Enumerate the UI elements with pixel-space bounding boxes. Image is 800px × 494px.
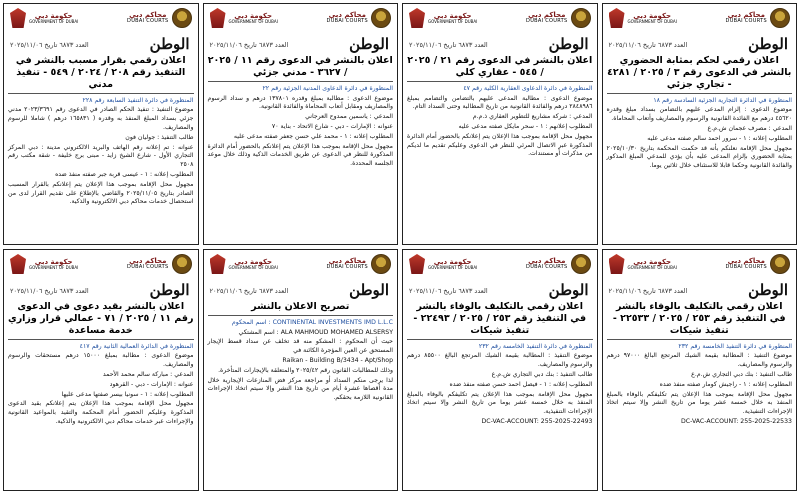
government-logo	[609, 8, 677, 28]
issue-date: العدد ٦٨٧٣ تاريخ ٢٠٢٥/١١/٠٦	[10, 287, 89, 295]
notice-paragraph: المنظورة في دائرة الدعاوى العقارية الكلية رقم ٤٧	[463, 84, 593, 92]
notice-paragraph: وذلك للمطالبات القانون رقم ٢٠٢٥/٤٢ والمتعلقة بالإيجارات المتأخرة.	[218, 366, 393, 374]
notice-paragraph: المنظورة في الدائرة العمالية الثانية رقم ٤١٧	[79, 342, 194, 350]
government-logo	[10, 254, 78, 274]
masthead	[208, 37, 394, 53]
notice-paragraph: المطلوب إعلانه : ١ - فيصل احمد حسن صفته منفذ ضده	[449, 380, 593, 388]
government-ar: حكومة دبي	[433, 11, 472, 20]
notice-body	[407, 85, 593, 159]
dubai-courts-logo	[726, 8, 790, 28]
court-notice-8	[602, 249, 798, 491]
notice-paragraph: مجهول محل الإقامة بموجب هذا الإعلان يتم إعلانكم بالحضور أمام الدائرة المذكورة للنظر في الدعوى عن طريق الخدمات الذكية وذلك خلال موعد الجلسة المحددة.	[207, 142, 393, 168]
dubai-courts-en: DUBAI COURTS	[526, 18, 568, 24]
dubai-courts-crest-icon	[371, 254, 391, 274]
notice-body	[607, 343, 793, 427]
notice-paragraph: موضوع الدعوى : إلزام المدعى عليهم بالتضامن بسداد مبلغ وقدره ٤٥٦٢٠ درهم مع الفائدة القانونية والرسوم والمصاريف وأتعاب المحاماة.	[606, 106, 792, 123]
notice-paragraph: حيث أن المحكوم : المشكو منه قد تخلف عن سداد قسط الإيجار المستحق عن العين المؤجرة الكائنة في	[207, 338, 393, 355]
government-en: GOVERNMENT OF DUBAI	[228, 18, 278, 24]
government-crest-icon	[609, 254, 625, 274]
notice-paragraph: المنظورة في دائرة الدعاوى المدنية الجزئية رقم ٢٢	[262, 84, 393, 92]
dubai-courts-en: DUBAI COURTS	[127, 18, 169, 24]
notice-paragraph: Raikan - Building B/3434 - Apt/Shop	[282, 357, 393, 365]
notice-paragraph: المطلوب إعلانه : ١ - سرور احمد سالم صفته مدعى عليه	[647, 134, 792, 142]
government-logo	[409, 254, 477, 274]
masthead	[607, 283, 793, 299]
notice-paragraph: موضوع التنفيذ : تنفيذ الحكم الصادر في الدعوى رقم ٢٠٢٣/٣٦٩١ مدني جزئي بسداد المبلغ المنفذ به وقدره ( ١٦٥٨٣١ درهم ) شاملا للرسوم والمصاريف.	[8, 106, 194, 132]
government-crest-icon	[10, 254, 26, 274]
notice-header	[208, 6, 394, 36]
issue-date: العدد ٦٨٧٣ تاريخ ٢٠٢٥/١١/٠٦	[409, 41, 488, 49]
notice-paragraph: لذا يرجى منكم السداد أو مراجعة مركز فض المنازعات الإيجارية خلال مدة أقصاها عشرة أيام من تاريخ هذا النشر وإلا سيتم اتخاذ الإجراءات القانونية اللازمة بحقكم.	[207, 376, 393, 402]
masthead	[607, 37, 793, 53]
dubai-courts-logo	[327, 8, 391, 28]
notice-paragraph: موضوع التنفيذ : المطالبة بقيمة الشيك المرتجع البالغ ٨٥٥٠٠ درهم والرسوم والمصاريف.	[407, 352, 593, 369]
notice-body	[8, 97, 194, 208]
notice-header	[208, 252, 394, 282]
masthead	[407, 283, 593, 299]
notice-paragraph: المنظورة في دائرة التنفيذ الخامسة رقم ٢٣٢	[478, 342, 593, 350]
government-logo	[409, 8, 477, 28]
dubai-courts-crest-icon	[571, 8, 591, 28]
notice-paragraph: المطلوب إعلانهم : ١ - سحر مايكل صفته مدعى عليه	[458, 122, 593, 130]
dubai-courts-ar: محاكم دبي	[328, 11, 366, 19]
court-notice-1	[3, 3, 199, 245]
notice-paragraph: المنظورة في الدائرة التجارية الجزئية السادسة رقم ١٨	[653, 96, 792, 104]
dubai-courts-logo	[726, 254, 790, 274]
government-en: GOVERNMENT OF DUBAI	[627, 18, 677, 24]
notice-paragraph: DC-VAC-ACCOUNT: 255-2025-22533	[681, 418, 792, 425]
notice-paragraph: طالب التنفيذ : بنك دبي التجاري ش.م.ع	[491, 371, 593, 379]
dubai-courts-logo	[127, 8, 191, 28]
dubai-courts-crest-icon	[172, 8, 192, 28]
notices-grid	[3, 3, 797, 491]
notice-paragraph: موضوع الدعوى : مطالبة بمبلغ وقدره ١٣٧٨٠١ درهم و سداد الرسوم والمصاريف ومقابل أتعاب المحاماة والفائدة القانونية.	[207, 94, 393, 111]
newspaper-name: الوطن	[548, 281, 589, 299]
dubai-courts-logo	[327, 254, 391, 274]
government-en: GOVERNMENT OF DUBAI	[428, 264, 478, 270]
notice-paragraph: المدعي : شركة مشاريع للتطوير العقاري ذ.م.م	[472, 113, 593, 121]
notice-paragraph: مجهول محل الإقامة نعلنكم بأنه قد حكمت المحكمة بتاريخ ٢٠٢٥/١٠/٣٠ بمثابة الحضوري بإلزام المدعى عليه بأن يؤدي للمدعي المبلغ المذكور والفائدة القانونية وحكما قابلا للاستئناف خلال ثلاثين يوما.	[606, 144, 792, 170]
issue-date: العدد ٦٨٧٣ تاريخ ٢٠٢٥/١١/٠٦	[608, 41, 688, 49]
newspaper-name: الوطن	[548, 35, 589, 53]
court-notice-3	[402, 3, 598, 245]
notice-title: اعلان بالنشر بقيد دعوى في الدعوى رقم ١١ / ٢٠٢٥ / ٧١ - عمالي قرار وزاري خدمة مساعدة	[8, 301, 194, 340]
notice-paragraph: طالب التنفيذ : جوليان فون	[125, 133, 194, 141]
notice-paragraph: مجهول محل الإقامة بموجب هذا الإعلان يتم تكليفكم بالوفاء بالمبلغ المنفذ به خلال خمسة عشر يوما من تاريخ النشر وإلا سيتم اتخاذ الإجراءات التنفيذية.	[407, 390, 593, 416]
dubai-courts-ar: محاكم دبي	[528, 11, 566, 19]
notice-paragraph: المنظورة في دائرة التنفيذ الخامسة رقم ٢٣٢	[678, 342, 792, 350]
notice-title: اعلان بالنشر في الدعوى رقم ٢١ / ٢٠٢٥ / ٥٤٥ - عقاري كلي	[407, 55, 593, 82]
government-logo	[210, 254, 278, 274]
government-en: GOVERNMENT OF DUBAI	[228, 264, 278, 270]
dubai-courts-ar: محاكم دبي	[727, 257, 765, 265]
notice-title: اعلان رقمي لحكم بمثابة الحضوري بالنشر في الدعوى رقم ٣ / ٢٠٢٥ / ٤٢٨١ - تجاري جزئي	[607, 55, 793, 94]
notice-header	[407, 6, 593, 36]
newspaper-name: الوطن	[748, 281, 788, 299]
government-crest-icon	[10, 8, 26, 28]
notice-title: اعلان رقمي بالتكليف بالوفاء بالنشر في التنفيذ رقم ٢٥٣ / ٢٠٢٥ / ٢٢٥٣٣ - تنفيذ شيكات	[607, 301, 793, 340]
notice-paragraph: المنظورة في دائرة التنفيذ السابعة رقم ٢٢٨	[82, 96, 194, 104]
notice-paragraph: عنوانه : الإمارات - دبي - القرهود	[109, 380, 194, 388]
dubai-courts-en: DUBAI COURTS	[326, 264, 368, 270]
government-logo	[10, 8, 78, 28]
dubai-courts-ar: محاكم دبي	[528, 257, 566, 265]
court-notice-6	[203, 249, 399, 491]
notice-body	[8, 343, 194, 427]
government-en: GOVERNMENT OF DUBAI	[29, 264, 79, 270]
government-crest-icon	[210, 254, 226, 274]
dubai-courts-en: DUBAI COURTS	[725, 18, 767, 24]
government-en: GOVERNMENT OF DUBAI	[428, 18, 478, 24]
masthead	[208, 283, 394, 299]
notice-paragraph: المدعي : مصرف عجمان ش.م.ع	[707, 125, 792, 133]
notice-body	[407, 343, 593, 427]
dubai-courts-crest-icon	[770, 254, 790, 274]
notice-header	[607, 252, 793, 282]
dubai-courts-ar: محاكم دبي	[129, 257, 167, 265]
notice-paragraph: مجهول محل الإقامة بموجب هذا الإعلان يتم تكليفكم بالوفاء بالمبلغ المنفذ به خلال خمسة عشر يوما من تاريخ النشر وإلا سيتم اتخاذ الإجراءات التنفيذية.	[606, 390, 792, 416]
notice-paragraph: CONTINENTAL INVESTMENTS IMD L.L.C : اسم المحكوم	[231, 318, 393, 326]
notice-title: تصريح الاعلان بالنشر	[208, 301, 394, 316]
government-crest-icon	[409, 254, 425, 274]
notice-title: اعلان بالنشر في الدعوى رقم ١١ / ٢٠٢٥ / ٣٦٢٧ - مدني جزئي	[208, 55, 394, 82]
court-notice-2	[203, 3, 399, 245]
dubai-courts-crest-icon	[770, 8, 790, 28]
dubai-courts-ar: محاكم دبي	[727, 11, 765, 19]
government-logo	[609, 254, 677, 274]
court-notice-4	[602, 3, 798, 245]
government-crest-icon	[409, 8, 425, 28]
notice-paragraph: موضوع الدعوى : مطالبة بمبلغ ١٥٠٠٠ درهم مستحقات والرسوم والمصاريف.	[8, 352, 194, 369]
notice-paragraph: عنوانه : تم إعلانه رقم الهاتف والبريد الالكتروني مدينة : دبي المركز التجاري الأول - شارع الشيخ زايد - مبنى برج خليفة - شقة مكتب رقم ٢٥٠٨	[8, 143, 194, 169]
court-notice-5	[3, 249, 199, 491]
government-ar: حكومة دبي	[633, 257, 672, 266]
government-ar: حكومة دبي	[34, 257, 73, 266]
notice-header	[607, 6, 793, 36]
dubai-courts-logo	[526, 254, 590, 274]
notice-body	[208, 85, 394, 169]
dubai-courts-logo	[127, 254, 191, 274]
notice-paragraph: مجهول محل الإقامة بموجب هذا الإعلان يتم إعلانكم بالقرار المسبب الصادر بتاريخ ٢٠٢٥/١١/٠٥ والقاضي بالإطلاع على تقديم القرار لدى من استحصال خدمات محاكم دبي الالكترونية والذكية.	[8, 180, 194, 206]
notice-paragraph: مجهول محل الإقامة بموجب هذا الإعلان يتم إعلانكم بالحضور أمام الدائرة المذكورة عبر الاتصال المرئي للنظر في الدعوى وعليكم تقديم ما لديكم من مذكرات أو مستندات.	[407, 132, 593, 158]
notice-paragraph: DC-VAC-ACCOUNT: 255-2025-22493	[481, 418, 593, 425]
masthead	[8, 37, 194, 53]
issue-date: العدد ٦٨٧٣ تاريخ ٢٠٢٥/١١/٠٦	[209, 41, 289, 49]
notice-header	[8, 252, 194, 282]
government-ar: حكومة دبي	[234, 11, 273, 20]
notice-paragraph: المطلوب إعلانه : ١ - عيسى قربة جبر صفته منفذ ضده	[55, 171, 194, 178]
government-crest-icon	[210, 8, 226, 28]
notice-body	[208, 319, 394, 403]
issue-date: العدد ٦٨٧٣ تاريخ ٢٠٢٥/١١/٠٦	[209, 287, 289, 295]
newspaper-name: الوطن	[349, 35, 389, 53]
government-logo	[210, 8, 278, 28]
dubai-courts-crest-icon	[371, 8, 391, 28]
notice-title: اعلان رقمي بقرار مسبب بالنشر في التنفيذ رقم ٢٠٨ / ٢٠٢٤ / ٥٤٩ - تنفيذ مدني	[8, 55, 194, 94]
dubai-courts-ar: محاكم دبي	[328, 257, 366, 265]
issue-date: العدد ٦٨٧٣ تاريخ ٢٠٢٥/١١/٠٦	[608, 287, 688, 295]
notice-paragraph: المدعي : ياسمين ممدوح العرجاني	[305, 113, 393, 121]
dubai-courts-logo	[526, 8, 590, 28]
government-en: GOVERNMENT OF DUBAI	[29, 18, 79, 24]
notice-paragraph: المطلوب إعلانه : ١ - محمد علي حسن جعفر صفته مدعى عليه	[233, 132, 393, 140]
masthead	[8, 283, 194, 299]
newspaper-name: الوطن	[149, 35, 190, 53]
notice-paragraph: موضوع الدعوى : مطالبة المدعى عليهم بالتضامن والتضامم بمبلغ ٢٨٤٨٩٨٦ درهم والفائدة القانونية من تاريخ المطالبة وحتى السداد التام.	[407, 94, 593, 111]
dubai-courts-ar: محاكم دبي	[129, 11, 167, 19]
dubai-courts-crest-icon	[172, 254, 192, 274]
issue-date: العدد ٦٨٧٣ تاريخ ٢٠٢٥/١١/٠٦	[409, 287, 488, 295]
newspaper-name: الوطن	[349, 281, 389, 299]
notice-paragraph: موضوع التنفيذ : المطالبة بقيمة الشيك المرتجع البالغ ٩٧٠٠٠ درهم والرسوم والمصاريف.	[606, 352, 792, 369]
government-ar: حكومة دبي	[633, 11, 672, 20]
court-notice-7	[402, 249, 598, 491]
government-ar: حكومة دبي	[234, 257, 273, 266]
dubai-courts-en: DUBAI COURTS	[526, 264, 568, 270]
notice-paragraph: عنوانه : الإمارات - دبي - شارع الاتحاد - بناية ٧٠	[271, 122, 393, 130]
government-ar: حكومة دبي	[34, 11, 73, 20]
newspaper-name: الوطن	[748, 35, 788, 53]
newspaper-name: الوطن	[149, 281, 190, 299]
government-crest-icon	[609, 8, 625, 28]
notice-paragraph: ALA MAHMOUD MOHAMED ALSERSY : اسم المشتكي	[238, 328, 393, 336]
notice-title: اعلان رقمي بالتكليف بالوفاء بالنشر في التنفيذ رقم ٢٥٣ / ٢٠٢٥ / ٢٢٤٩٣ - تنفيذ شيكات	[407, 301, 593, 340]
notice-header	[407, 252, 593, 282]
notice-paragraph: المطلوب إعلانه : ١ - سونيا بيسر صفتها مدعى عليها	[61, 390, 194, 398]
masthead	[407, 37, 593, 53]
notice-body	[607, 97, 793, 171]
government-ar: حكومة دبي	[433, 257, 472, 266]
issue-date: العدد ٦٨٧٣ تاريخ ٢٠٢٥/١١/٠٦	[10, 41, 89, 49]
notice-paragraph: مجهول محل الإقامة بموجب هذا الإعلان يتم إعلانكم بقيد الدعوى المذكورة وعليكم الحضور أمام المحكمة والتقيد بالمواعيد القانونية والإجراءات عبر خدمات محاكم دبي الالكترونية والذكية.	[8, 400, 194, 425]
notice-paragraph: طالب التنفيذ : بنك دبي التجاري ش.م.ع	[691, 371, 792, 379]
dubai-courts-en: DUBAI COURTS	[127, 264, 169, 270]
dubai-courts-en: DUBAI COURTS	[725, 264, 767, 270]
notice-header	[8, 6, 194, 36]
government-en: GOVERNMENT OF DUBAI	[627, 264, 677, 270]
notice-paragraph: المدعي : مباركة سالم محمد الأحمد	[102, 371, 194, 379]
dubai-courts-en: DUBAI COURTS	[326, 18, 368, 24]
dubai-courts-crest-icon	[571, 254, 591, 274]
notice-paragraph: المطلوب إعلانه : ١ - راجيش كومار صفته منفذ ضده	[659, 380, 792, 388]
